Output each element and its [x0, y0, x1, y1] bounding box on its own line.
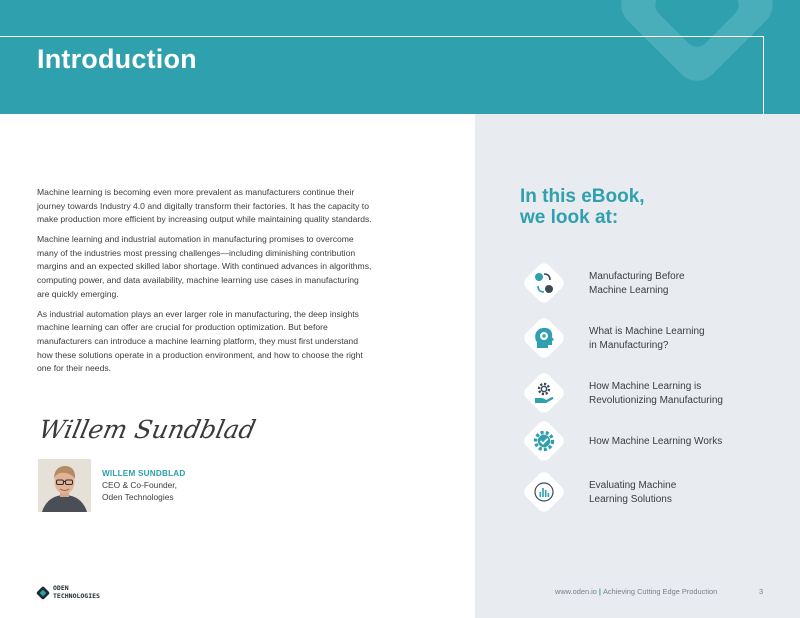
logo-line: TECHNOLOGIES [53, 591, 100, 600]
toc-label-line: Manufacturing Before [589, 271, 685, 282]
person-photo-icon [38, 459, 91, 512]
author-company: Oden Technologies [102, 491, 174, 502]
logo-line: ODEN [53, 584, 69, 592]
toc-item [522, 419, 792, 463]
oden-logo-icon [36, 586, 50, 600]
toc-label-line: Revolutionizing Manufacturing [589, 395, 723, 406]
toc-label [589, 435, 764, 449]
intro-text [37, 186, 372, 382]
logo-wordmark [53, 585, 100, 600]
gear-check-icon [522, 419, 566, 463]
page-title: Introduction [37, 44, 197, 74]
header-frame-line [0, 36, 764, 37]
author-name: WILLEM SUNDBLAD [102, 469, 186, 478]
process-cycle-icon [522, 261, 566, 305]
page-number: 3 [759, 587, 764, 596]
oden-logo [36, 585, 116, 601]
chart-circle-icon [522, 470, 566, 514]
intro-paragraph: Machine learning is becoming even more prevalent as manufacturers continue their journey towards Industry 4.0 and digitally transform their factories. It has the capacity to make production more efficient by increasing output while maintaining quality standards. [37, 187, 372, 225]
footer-url[interactable]: www.oden.io [555, 587, 597, 596]
svg-text:Willem Sundblad: Willem Sundblad [36, 415, 259, 444]
toc-label-line: How Machine Learning Works [589, 436, 723, 447]
avatar [38, 459, 91, 512]
head-gear-icon [522, 316, 566, 360]
toc-label [589, 380, 764, 408]
ebook-title-line: we look at: [520, 207, 619, 228]
toc-label-line: Machine Learning [589, 285, 669, 296]
toc-item [522, 371, 792, 415]
ebook-title-line: In this eBook, [520, 186, 645, 207]
toc-item [522, 261, 792, 305]
toc-item [522, 316, 792, 360]
toc-label [589, 479, 764, 507]
toc-label [589, 325, 764, 353]
footer-text [555, 587, 717, 596]
footer-tagline: Achieving Cutting Edge Production [602, 587, 718, 596]
toc-label-line: Evaluating Machine [589, 480, 677, 491]
author-role [102, 480, 212, 503]
toc-label-line: What is Machine Learning [589, 326, 705, 337]
toc-label-line: How Machine Learning is [589, 381, 702, 392]
toc-label-line: Learning Solutions [589, 494, 672, 505]
toc-label [589, 270, 764, 298]
header-frame-line-vertical [763, 36, 764, 114]
toc-item [522, 470, 792, 514]
author-title: CEO & Co-Founder, [102, 480, 177, 490]
signature [36, 408, 259, 452]
intro-paragraph: Machine learning and industrial automation in manufacturing promises to overcome many of the industries most pressing challenges—including diminishing contribution margins and an expected skilled labor shortage. With continued advances in algorithms, computing power, and data availability, machine learning use cases in manufacturing are quickly emerging. [37, 234, 372, 299]
header-banner [0, 0, 800, 114]
intro-paragraph: As industrial automation plays an ever larger role in manufacturing, the deep insights machine learning can offer are crucial for production optimization. But before manufacturers can introduce a machine learning platform, they must first understand how these solutions operate in a production environment, and how to choose the right one for their needs. [37, 308, 363, 374]
footer-separator: | [598, 587, 601, 596]
decorative-shape-icon [612, 0, 782, 80]
ebook-title [520, 186, 720, 228]
toc-label-line: in Manufacturing? [589, 340, 669, 351]
gear-hand-icon [522, 371, 566, 415]
